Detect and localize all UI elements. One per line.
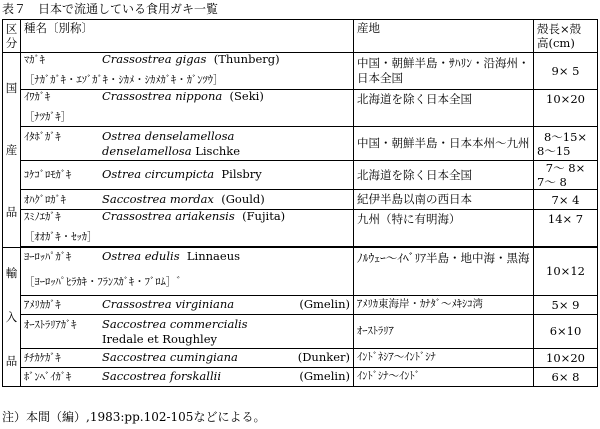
- section-imported: 輸 入 品: [3, 247, 21, 386]
- size-cell: 7～ 8× 7～ 8: [534, 161, 598, 190]
- size-cell: 10×12: [534, 247, 598, 295]
- size-cell: 6× 8: [534, 367, 598, 386]
- table-row: [3, 295, 598, 314]
- species-cell: ﾏｶﾞｷ Crassostrea gigas (Thunberg) ［ﾅｶﾞｶﾞｷ・ｴｿﾞｶﾞｷ・ｼｶﾒ・ｼｶﾒｶﾞｷ・ｶﾞﾝﾂｳ］: [21, 53, 354, 90]
- table-row: [3, 127, 598, 161]
- species-cell: ﾎﾞﾝﾍﾞｲｶﾞｷ Saccostrea forskallii (Gmelin): [21, 367, 354, 386]
- size-cell: 10×20: [534, 90, 598, 127]
- locality-cell: 中国・朝鮮半島・ｻﾊﾘﾝ・沿海州・日本全国: [354, 53, 534, 90]
- locality-cell: ｲﾝﾄﾞｼﾅ～ｲﾝﾄﾞ: [354, 367, 534, 386]
- header-locality: 産地: [354, 20, 534, 53]
- species-cell: ｲﾀﾎﾞｶﾞｷ Ostrea denselamellosa denselamellosa Lischke: [21, 127, 354, 161]
- locality-cell: 北海道を除く日本全国: [354, 90, 534, 127]
- table-row: [3, 314, 598, 348]
- locality-cell: 紀伊半島以南の西日本: [354, 190, 534, 210]
- size-cell: 7× 4: [534, 190, 598, 210]
- locality-cell: 北海道を除く日本全国: [354, 161, 534, 190]
- locality-cell: ｵｰｽﾄﾗﾘｱ: [354, 314, 534, 348]
- header-row: [3, 20, 598, 53]
- header-name: 種名〔別称〕: [21, 20, 354, 53]
- size-cell: 8～15× 8～15: [534, 127, 598, 161]
- species-cell: ｱﾒﾘｶｶﾞｷ Crassostrea virginiana (Gmelin): [21, 295, 354, 314]
- species-cell: ﾁﾁｶｹｶﾞｷ Saccostrea cumingiana (Dunker): [21, 348, 354, 367]
- size-cell: 10×20: [534, 348, 598, 367]
- table-caption: 表７ 日本で流通している食用ガキ一覧: [2, 2, 219, 16]
- locality-cell: ﾉﾙｳｪｰ～ｲﾍﾞﾘｱ半島・地中海・黒海: [354, 247, 534, 295]
- species-cell: ｵﾊｸﾞﾛｶﾞｷ Saccostrea mordax (Gould): [21, 190, 354, 210]
- species-cell: ｲﾜｶﾞｷ Crassostrea nippona (Seki) ［ﾅﾂｶﾞｷ］: [21, 90, 354, 127]
- oyster-table: [2, 19, 598, 387]
- table-row: [3, 53, 598, 90]
- table-row: [3, 348, 598, 367]
- table-row: [3, 161, 598, 190]
- size-cell: 5× 9: [534, 295, 598, 314]
- species-cell: ｽﾐﾉｴｶﾞｷ Crassostrea ariakensis (Fujita) ［ｵｵｶﾞｷ・ｾｯｶ］: [21, 210, 354, 248]
- section-domestic: 国 産 品: [3, 53, 21, 248]
- species-cell: ｺｹｺﾞﾛﾓｶﾞｷ Ostrea circumpicta Pilsbry: [21, 161, 354, 190]
- species-cell: ﾖｰﾛｯﾊﾟｶﾞｷ Ostrea edulis Linnaeus ［ﾖｰﾛｯﾊﾟﾋﾗｶｷ・ﾌﾗﾝｽｶﾞｷ・ﾌﾞﾛﾑ］゛: [21, 247, 354, 295]
- size-cell: 6×10: [534, 314, 598, 348]
- table-row: [3, 90, 598, 127]
- header-section: 区 分: [3, 20, 21, 53]
- table-row: [3, 210, 598, 248]
- species-cell: ｵｰｽﾄﾗﾘｱｶﾞｷ Saccostrea commercialis Iredale et Roughley: [21, 314, 354, 348]
- table-row: [3, 247, 598, 295]
- table-row: [3, 190, 598, 210]
- header-size: 殻長×殻 高(cm): [534, 20, 598, 53]
- table-row: [3, 367, 598, 386]
- locality-cell: 中国・朝鮮半島・日本本州～九州: [354, 127, 534, 161]
- footnote: 注）本間（編）,1983:pp.102-105などによる。: [2, 410, 266, 424]
- locality-cell: 九州（特に有明海）: [354, 210, 534, 248]
- locality-cell: ｱﾒﾘｶ東海岸・ｶﾅﾀﾞ～ﾒｷｼｺ湾: [354, 295, 534, 314]
- size-cell: 9× 5: [534, 53, 598, 90]
- locality-cell: ｲﾝﾄﾞﾈｼｱ～ｲﾝﾄﾞｼﾅ: [354, 348, 534, 367]
- size-cell: 14× 7: [534, 210, 598, 248]
